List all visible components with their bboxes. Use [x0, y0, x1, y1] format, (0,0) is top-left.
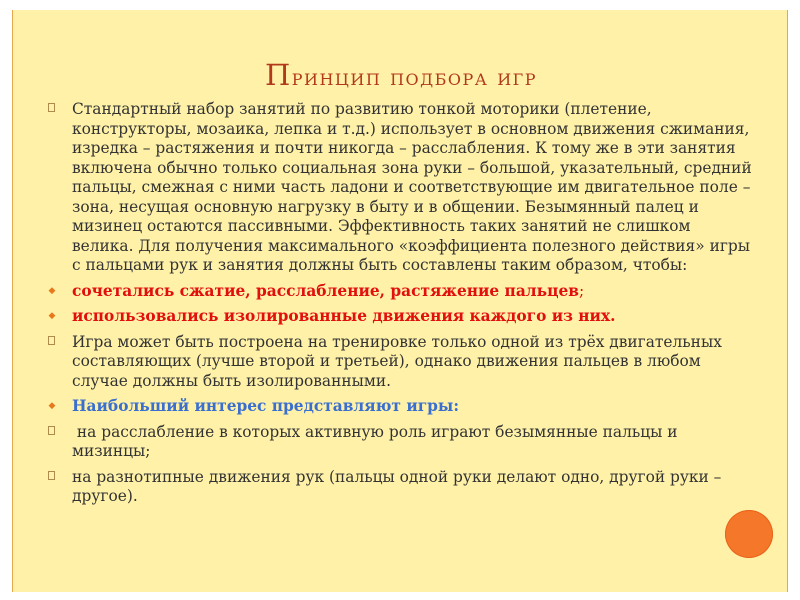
diamond-bullet-icon: ◆ [48, 311, 56, 321]
bullet-text-red: сочетались сжатие, расслабление, растяжение пальцев [72, 281, 579, 300]
slide-panel [12, 10, 788, 592]
bullet-item-isolated-movements [43, 307, 753, 327]
bullet-item-relaxation-games [43, 423, 753, 462]
bullet-text: Игра может быть построена на тренировке только одной из трёх двигательных составляющих (лучше второй и третьей), однако движения пальцев в любом случае должны быть изолированными. [72, 332, 722, 390]
bullet-item-greatest-interest [43, 397, 753, 417]
slide-content [43, 100, 753, 513]
slide-title [13, 58, 789, 92]
diamond-bullet-icon: ◆ [48, 285, 56, 296]
bullet-text-blue: Наибольший интерес представляют игры: [72, 397, 460, 415]
bullet-text-red: использовались изолированные движения каждого из них. [72, 307, 616, 325]
diamond-bullet-icon: ◆ [48, 401, 56, 411]
square-bullet-icon [47, 469, 57, 483]
bullet-text: Стандартный набор занятий по развитию тонкой моторики (плетение, конструкторы, мозаика, лепка и т.д.) использует в основном движения сжимания, изредка – растяжения и почти никогда – расслабления. К тому же в эти занятия включена обычно только социальная зона руки – большой, указательный, средний пальцы, смежная с ними часть ладони и соответствующие им двигательное поле – зона, несущая основную нагрузку в быту и в общении. Безымянный палец и мизинец остаются пассивными. Эффективность таких занятий не слишком велика. Для получения максимального «коэффициента полезного действия» игры с пальцами рук и занятия должны быть составлены таким образом, чтобы: [72, 100, 752, 274]
slide-title-capital: П [264, 58, 292, 92]
bullet-text: на расслабление в которых активную роль играют безымянные пальцы и мизинцы; [72, 422, 683, 460]
bullet-item-single-component [43, 333, 753, 392]
bullet-item-different-movements [43, 468, 753, 507]
bullet-text-red-tail: ; [578, 281, 585, 300]
orange-circle-decoration [725, 510, 773, 558]
bullet-item-intro [43, 100, 753, 276]
square-bullet-icon [47, 101, 57, 115]
bullet-item-combine-movements [43, 282, 753, 302]
square-bullet-icon [47, 424, 57, 438]
square-bullet-icon [47, 334, 57, 348]
slide-title-rest: ринцип подбора игр [291, 65, 538, 91]
bullet-text: на разнотипные движения рук (пальцы одной руки делают одно, другой руки – другое). [72, 467, 722, 505]
